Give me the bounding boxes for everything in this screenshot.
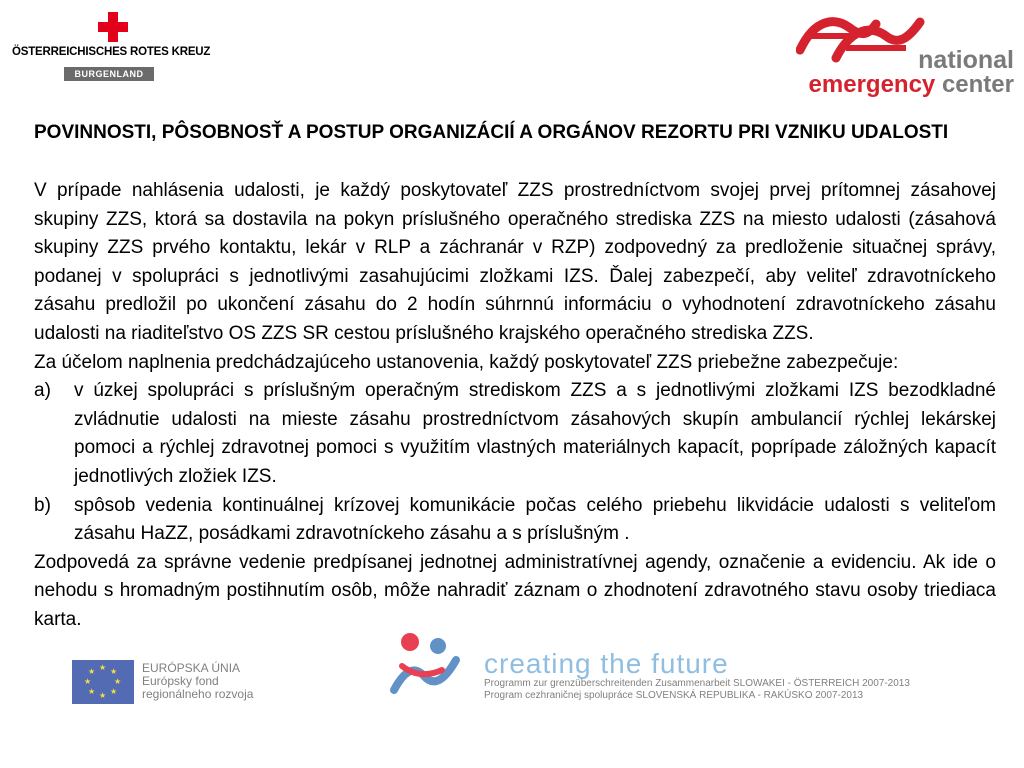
eu-line1: EURÓPSKA ÚNIA — [142, 661, 241, 675]
list-item-label: b) — [34, 494, 51, 516]
nec-line2-center: center — [941, 71, 1014, 98]
nec-logo — [796, 8, 1018, 98]
eu-flag-icon: ★ ★ ★ ★ ★ ★ ★ ★ — [72, 660, 134, 704]
nec-emblem-icon — [796, 10, 926, 66]
slide-title: POVINNOSTI, PÔSOBNOSŤ A POSTUP ORGANIZÁCIÍ A ORGÁNOV REZORTU PRI VZNIKU UDALOSTI — [34, 122, 949, 143]
ork-region: BURGENLAND — [64, 67, 154, 81]
eu-text — [142, 662, 253, 701]
paragraph-3: Zodpovedá za správne vedenie predpísanej jednotnej administratívnej agendy, označenie a evidenciu. Ak ide o nehodu s hromadným postihnutím osôb, môže nahradiť záznam o zhodnotení zdravotného stavu osoby triediaca karta. — [34, 551, 996, 630]
ctf-text: creating the future — [484, 648, 729, 679]
nec-line2 — [809, 71, 1014, 99]
red-cross-icon — [98, 12, 128, 42]
paragraph-1: V prípade nahlásenia udalosti, je každý poskytovateľ ZZS prostredníctvom svojej prvej prítomnej zásahovej skupiny ZZS, ktorá sa dostavila na pokyn príslušného operačného strediska ZZS na miesto udalosti (zásahová skupiny ZZS prvého kontaktu, lekár v RLP a záchranár v RZP) zodpovedný za predloženie situačnej správy, podanej v spolupráci s jednotlivými zasahujúcimi zložkami IZS. Ďalej zabezpečí, aby veliteľ zdravotníckeho zásahu predložil po ukončení zásahu do 2 hodín súhrnnú informáciu o vyhodnotení zdravotníckeho zásahu udalosti na riaditeľstvo OS ZZS SR cestou príslušného krajského operačného strediska ZZS. — [34, 180, 996, 344]
list-item-label: a) — [34, 380, 51, 402]
slide-content — [34, 118, 996, 635]
nec-line1: national — [918, 46, 1014, 74]
eu-line3: regionálneho rozvoja — [142, 687, 254, 701]
paragraph-2: Za účelom naplnenia predchádzajúceho ustanovenia, každý poskytovateľ ZZS priebežne zabezpečuje: — [34, 351, 899, 373]
list-item-text: spôsob vedenia kontinuálnej krízovej komunikácie počas celého priebehu likvidácie udalosti s veliteľom zásahu HaZZ, posádkami zdravotníckeho zásahu a s príslušným . — [74, 494, 996, 545]
list-item — [34, 377, 996, 491]
eu-line2: Európsky fond — [142, 674, 219, 688]
nec-line2-emergency: emergency — [808, 71, 936, 98]
ctf-program-sk: Program cezhraničnej spolupráce SLOVENSKÁ REPUBLIKA - RAKÚSKO 2007-2013 — [484, 690, 864, 701]
ctf-program-de: Programm zur grenzüberschreitenden Zusammenarbeit SLOWAKEI - ÖSTERREICH 2007-2013 — [484, 678, 910, 689]
list-item-text: v úzkej spolupráci s príslušným operačným strediskom ZZS a s jednotlivými zložkami IZS bezodkladné zvládnutie udalosti na mieste zásahu prostredníctvom zásahových skupín ambulancií rýchlej lekárskej pomoci a rýchlej zdravotnej pomoci s využitím vlastných materiálnych kapacít, poprípade záložných kapacít jednotlivých zložiek IZS. — [74, 380, 996, 487]
ork-name: ÖSTERREICHISCHES ROTES KREUZ — [12, 46, 211, 58]
list-item — [34, 492, 996, 549]
ork-logo — [12, 12, 211, 82]
footer-watermark — [0, 630, 1024, 710]
